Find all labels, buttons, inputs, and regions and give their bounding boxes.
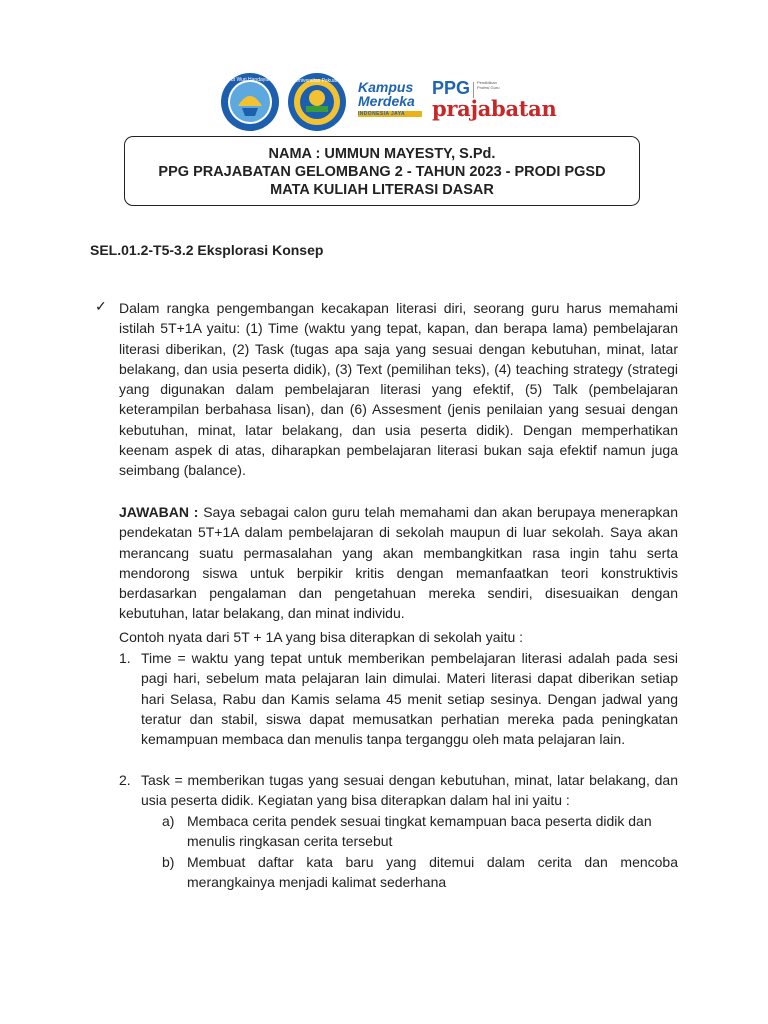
kampus-merdeka-word1: Kampus	[358, 79, 414, 95]
university-logo-text: Universitas Pakuan	[295, 78, 339, 84]
list-item: Task = memberikan tugas yang sesuai dengan kebutuhan, minat, latar belakang, dan usia peserta didik. Kegiatan yang bisa diterapkan dalam hal ini yaitu :	[141, 772, 678, 809]
university-logo	[287, 72, 347, 132]
header-course: MATA KULIAH LITERASI DASAR	[270, 182, 494, 198]
list-number: 2.	[119, 772, 131, 788]
sublist-item: Membaca cerita pendek sesuai tingkat kemampuan baca peserta didik dan menulis ringkasan cerita tersebut	[187, 813, 652, 850]
answer-label: JAWABAN :	[119, 504, 199, 520]
check-icon: ✓	[95, 298, 107, 314]
identity-header-box	[124, 136, 640, 206]
ppg-tiny-text: Pendidikan Profesi Guru	[477, 80, 500, 90]
kampus-merdeka-strip: INDONESIA JAYA	[358, 111, 422, 117]
prajabatan-text: prajabatan	[432, 96, 557, 121]
sublist-item: Membuat daftar kata baru yang ditemui dalam cerita dan mencoba merangkainya menjadi kalimat sederhana	[187, 854, 678, 891]
list-number: 1.	[119, 650, 131, 666]
section-title: SEL.01.2-T5-3.2 Eksplorasi Konsep	[90, 242, 324, 258]
example-intro: Contoh nyata dari 5T + 1A yang bisa diterapkan di sekolah yaitu :	[119, 629, 524, 645]
sublist-letter: a)	[162, 813, 175, 829]
ppg-text: PPG	[432, 78, 471, 98]
sublist-letter: b)	[162, 854, 175, 870]
kemdikbud-logo	[220, 72, 280, 132]
logo-row	[0, 72, 768, 132]
header-program: PPG PRAJABATAN GELOMBANG 2 - TAHUN 2023 - PRODI PGSD	[158, 164, 606, 180]
header-name: NAMA : UMMUN MAYESTY, S.Pd.	[268, 146, 496, 162]
kampus-merdeka-logo	[358, 80, 428, 124]
ppg-prajabatan-logo	[432, 78, 557, 126]
intro-paragraph: Dalam rangka pengembangan kecakapan literasi diri, seorang guru harus memahami istilah 5T+1A yaitu: (1) Time (waktu yang tepat, kapan, dan berapa lama) pembelajaran literasi diberikan, (2) Task (tugas apa saja yang sesuai dengan kebutuhan, minat, latar belakang, dan usia peserta didik), (3) Text (pemilihan teks), (4) teaching strategy (strategi yang digunakan dalam pembelajaran literasi yang efektif, (5) Talk (pembelajaran keterampilan berbahasa lisan), dan (6) Assesment (jenis penilaian yang sesuai dengan kebutuhan, minat, latar belakang, dan usia peserta didik). Dengan memperhatikan keenam aspek di atas, diharapkan pembelajaran literasi bukan saja efektif namun juga seimbang (balance).	[119, 300, 678, 479]
answer-text: Saya sebagai calon guru telah memahami dan akan berupaya menerapkan pendekatan 5T+1A dalam pembelajaran di sekolah maupun di luar sekolah. Saya akan merancang suatu permasalahan yang akan membangkitkan rasa ingin tahu serta mendorong siswa untuk berpikir kritis dengan memanfaatkan teori konstruktivis berdasarkan pengalaman dan pengetahuan mereka sendiri, disesuaikan dengan kebutuhan, latar belakang, dan minat individu.	[119, 504, 679, 622]
kampus-merdeka-word2: Merdeka	[358, 93, 415, 109]
list-item: Time = waktu yang tepat untuk memberikan pembelajaran literasi adalah pada sesi pagi hari, sebelum mata pelajaran lain dimulai. Materi literasi dapat diberikan setiap hari Selasa, Rabu dan Kamis selama 45 menit setiap sesinya. Dengan jadwal yang teratur dan stabil, siswa dapat memusatkan perhatian mereka pada peningkatan kemampuan membaca dan menulis tanpa terganggu oleh mata pelajaran lain.	[141, 650, 678, 748]
kemdikbud-logo-text: Tut Wuri Handayani	[228, 77, 272, 83]
answer-paragraph	[119, 502, 678, 624]
